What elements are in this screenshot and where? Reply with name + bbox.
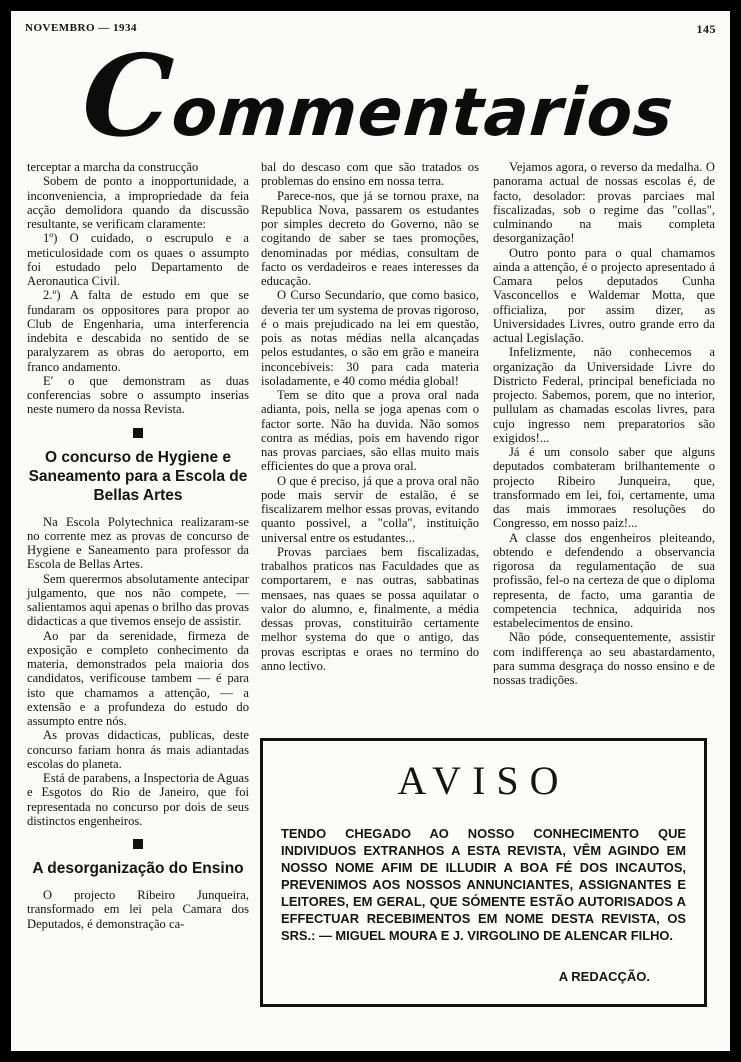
paragraph: O Curso Secundario, que como basico, deveria ter um systema de provas rigoroso, é o mais prejudicado na lei em questão, pois as notas médias nella alcançadas pelos estudantes, o são em grão e maneira inconcebiveis: 30 para cada materia isoladamente, e 40 como média global! — [261, 288, 479, 388]
paragraph: 1º) O cuidado, o escrupulo e a meticulosidade com os quaes o assumpto foi estudado pelo Departamento de Aeronautica Civil. — [27, 231, 249, 288]
notice-title: AVISO — [397, 758, 570, 803]
paragraph: O que é preciso, já que a prova oral não pode mais servir de estalão, é se fiscalizarem melhor essas provas, evitando quanto possivel, a "colla", instituição universal entre os estudantes... — [261, 473, 479, 545]
paragraph: As provas didacticas, publicas, deste concurso fariam honra ás mais adiantadas escolas do planeta. — [27, 728, 249, 771]
paragraph: Tem se dito que a prova oral nada adianta, pois, nella se joga apenas com o factor sorte. Não ha duvida. Não somos contra as médias, pois em havendo rigor nas provas parciaes, são ellas muito mais efficientes do que a prova oral. — [261, 388, 479, 474]
paragraph: Infelizmente, não conhecemos a organização da Universidade Livre do Districto Federal, principal beneficiada no projecto. Sabemos, porem, que no interior, pullulam as chamadas escolas livres, para cujo ingresso nem preparatorios são exigidos!... — [493, 345, 715, 445]
column-3 — [493, 160, 715, 687]
paragraph: E' o que demonstram as duas conferencias sobre o assumpto inserias neste numero da nossa Revista. — [27, 373, 249, 417]
article-headline-ensino: A desorganização do Ensino — [32, 860, 244, 877]
paragraph: Já é um consolo saber que alguns deputados combateram brilhantemente o projecto Ribeiro Junqueira, que, transformado em lei, foi, certamente, uma das mais immoraes resoluções do Congresso, em nosso paiz!... — [493, 445, 715, 531]
paragraph: Outro ponto para o qual chamamos ainda a attenção, é o projecto apresentado á Camara pelos deputados Cunha Vasconcellos e Waldemar Motta, que officializa, por assim dizer, as Universidades Livres, outro grande erro da actual Legislação. — [493, 245, 715, 345]
notice-signature: A REDACÇÃO. — [558, 969, 650, 984]
masthead-initial: C — [78, 31, 178, 162]
notice-box — [260, 738, 707, 1007]
paragraph: Sobem de ponto a inopportunidade, a inconveniencia, a impropriedade da feia acção demolidora quando da discussão resultante, se verificam claramente: — [27, 174, 249, 231]
paragraph: 2.º) A falta de estudo em que se fundaram os oppositores para propor ao Club de Engenharia, uma interferencia indebita e descabida no sentido de se paralyzarem as obras do aeroporto, em franco andamento. — [27, 288, 249, 374]
paragraph: Provas parciaes bem fiscalizadas, trabalhos praticos nas Faculdades que as comportarem, e nas outras, sabbatinas mensaes, nas quaes se possa aquilatar o valor do alumno, e, finalmente, a média dessas provas, constituirão certamente melhor systema do que o antigo, das provas escriptas e oraes no termino do anno lectivo. — [261, 544, 479, 673]
masthead-rest: ommentarios — [169, 74, 677, 151]
magazine-page — [11, 11, 730, 1051]
article-headline-hygiene: O concurso de Hygiene e Saneamento para a Escola de Bellas Artes — [28, 448, 248, 504]
notice-body: TENDO CHEGADO AO NOSSO CONHECIMENTO QUE INDIVIDUOS EXTRANHOS A ESTA REVISTA, VÊM AGINDO EM NOSSO NOME AFIM DE ILLUDIR A BOA FÉ DOS INCAUTOS, PREVENIMOS AOS NOSSOS ANNUNCIANTES, ASSIGNANTES E LEITORES, EM GERAL, QUE SÓMENTE ESTÃO AUTORISADOS A EFFECTUAR RECEBIMENTOS EM NOME DESTA REVISTA, OS SRS.: — MIGUEL MOURA E J. VIRGOLINO DE ALENCAR FILHO. — [281, 826, 686, 943]
section-masthead — [78, 31, 677, 162]
paragraph: Ao par da serenidade, firmeza de exposição e completo conhecimento da materia, demonstrados pela maioria dos candidatos, verificouse tambem — é para isto que chamamos a attenção, — a extensão e a profundeza do estudo do assumpto entre nós. — [27, 628, 249, 728]
paragraph: O projecto Ribeiro Junqueira, transformado em lei pela Camara dos Deputados, é demonstração ca- — [27, 888, 249, 931]
column-2 — [261, 160, 479, 673]
paragraph: Parece-nos, que já se tornou praxe, na Republica Nova, passarem os estudantes por simples decreto do Governo, não se cogitando de saber se taes promoções, denominadas por médias, consultam de facto os verdadeiros e reaes interesses da educação. — [261, 188, 479, 288]
paragraph: Não póde, consequentemente, assistir com indifferença ao seu abastardamento, para summa desgraça do nosso ensino e de nossas tradições. — [493, 630, 715, 687]
paragraph: Está de parabens, a Inspectoria de Aguas e Esgotos do Rio de Janeiro, que foi representada no concurso por dois de seus distinctos engenheiros. — [27, 771, 249, 828]
paragraph: Vejamos agora, o reverso da medalha. O panorama actual de nossas escolas é, de facto, desolador: provas parciaes mal fiscalizadas, sob o regime das "collas", culminando na mais completa desorganização! — [493, 160, 715, 246]
page-number: 145 — [696, 22, 716, 36]
paragraph: A classe dos engenheiros pleiteando, obtendo e defendendo a observancia rigorosa da regulamentação de sua profissão, fel-o na certeza de que o diploma representa, de facto, uma garantia de competencia technica, adquirida nos estabelecimentos de ensino. — [493, 530, 715, 630]
section-separator — [133, 839, 143, 849]
section-separator — [133, 428, 143, 438]
issue-date: NOVEMBRO — 1934 — [25, 22, 137, 34]
column-1 — [27, 160, 249, 931]
paragraph: Na Escola Polytechnica realizaram-se no corrente mez as provas de concurso de Hygiene e Saneamento para professor da Escola de Bellas Artes. — [27, 514, 249, 572]
paragraph: terceptar a marcha da construcção — [27, 160, 199, 174]
paragraph: Sem querermos absolutamente antecipar julgamento, que nos não compete, — salientamos aqui apenas o brilho das provas didacticas a que tivemos ensejo de assistir. — [27, 571, 249, 629]
paragraph: bal do descaso com que são tratados os problemas do ensino em nossa terra. — [261, 160, 479, 189]
